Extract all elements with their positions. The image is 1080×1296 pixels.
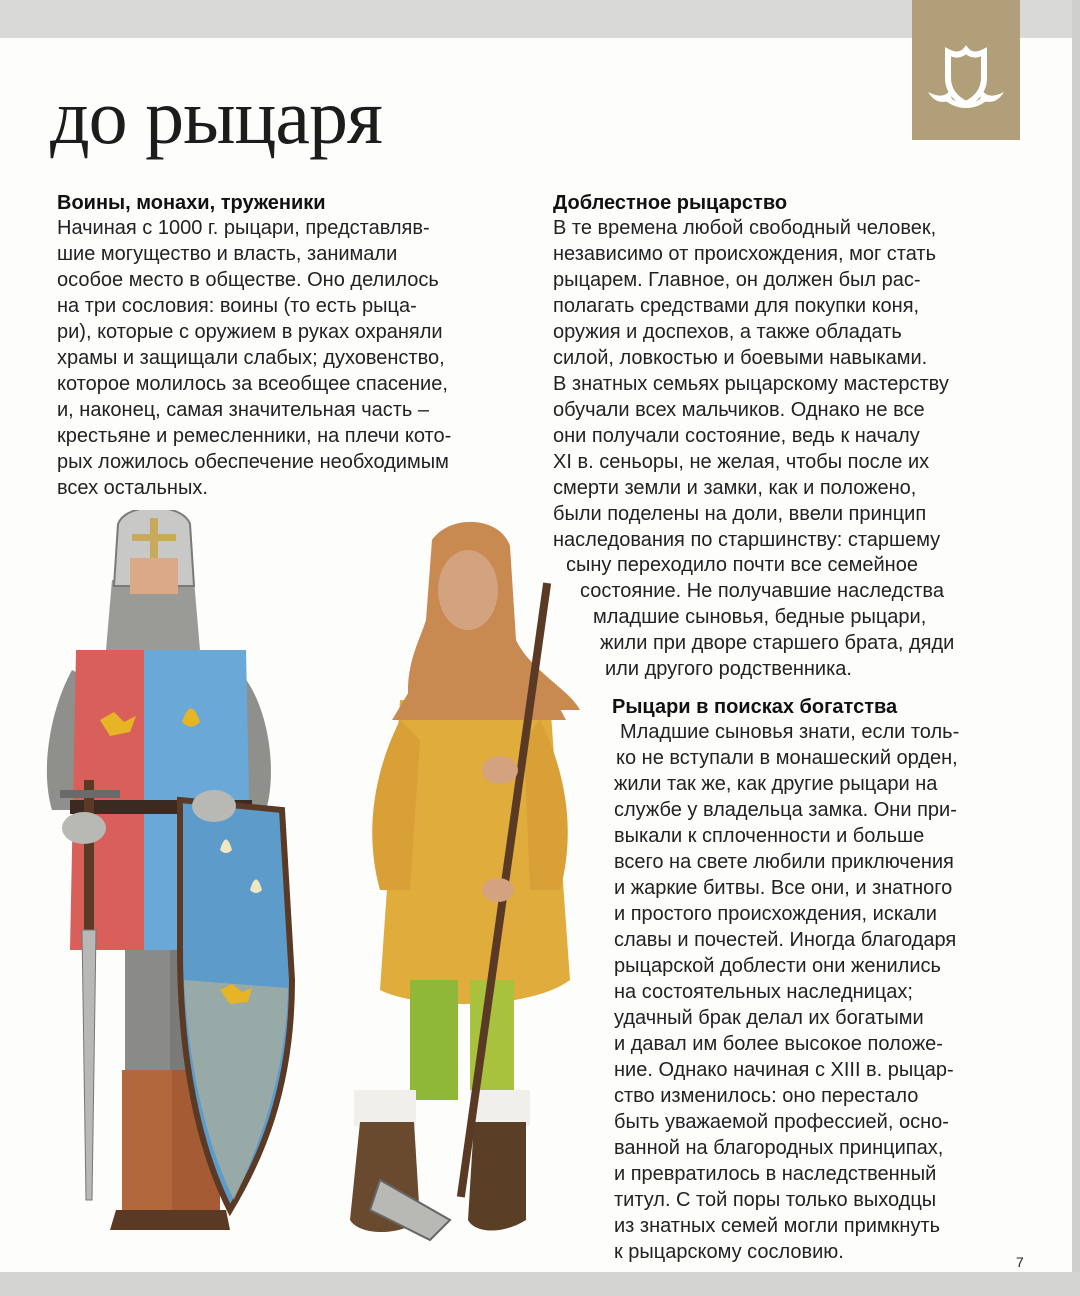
peasant-leg-left <box>410 980 458 1100</box>
valor-line: полагать средствами для покупки коня, <box>553 295 920 317</box>
warriors-line: рых ложилось обеспечение необходимым <box>57 451 449 473</box>
gauntlet-left <box>62 812 106 844</box>
wealth-line: к рыцарскому сословию. <box>614 1241 844 1263</box>
sword-blade <box>82 930 96 1200</box>
warriors-line: и, наконец, самая значительная часть – <box>57 399 430 421</box>
valor-line: В те времена любой свободный человек, <box>553 217 937 239</box>
warriors-line: шие могущество и власть, занимали <box>57 243 398 265</box>
shield-icon <box>912 0 1020 140</box>
peasant-hood <box>408 522 580 710</box>
knight-face <box>130 558 178 594</box>
wealth-line: и жаркие битвы. Все они, и знатного <box>614 877 953 899</box>
wealth-line: жили так же, как другие рыцари на <box>614 773 938 795</box>
warriors-line: ри), которые с оружием в руках охраняли <box>57 321 443 343</box>
warriors-line: всех остальных. <box>57 477 208 499</box>
warriors-line: крестьяне и ремесленники, на плечи кото- <box>57 425 452 447</box>
valor-line: независимо от происхождения, мог стать <box>553 243 936 265</box>
warriors-line: особое место в обществе. Оно делилось <box>57 269 439 291</box>
valor-line: смерти земли и замки, как и положено, <box>553 477 917 499</box>
peasant-boot-right <box>468 1122 526 1231</box>
wealth-line: выкали к сплоченности и больше <box>614 825 925 847</box>
valor-line: силой, ловкостью и боевыми навыками. <box>553 347 928 369</box>
wealth-line: Младшие сыновья знати, если толь- <box>620 721 960 743</box>
gauntlet-right <box>192 790 236 822</box>
page-number: 7 <box>1016 1254 1024 1270</box>
bottom-margin <box>0 1272 1080 1296</box>
valor-line: обучали всех мальчиков. Однако не все <box>553 399 925 421</box>
valor-line: В знатных семьях рыцарскому мастерству <box>553 373 949 395</box>
valor-line: были поделены на доли, ввели принцип <box>553 503 927 525</box>
wealth-line: ко не вступали в монашеский орден, <box>616 747 958 769</box>
warriors-line: которое молилось за всеобщее спасение, <box>57 373 448 395</box>
peasant-face <box>438 550 498 630</box>
wealth-line: быть уважаемой профессией, осно- <box>614 1111 949 1133</box>
valor-line: XI в. сеньоры, не желая, чтобы после их <box>553 451 930 473</box>
warriors-line: на три сословия: воины (то есть рыца- <box>57 295 417 317</box>
section-heading-warriors: Воины, монахи, труженики <box>57 192 326 214</box>
page-edge <box>1072 0 1080 1296</box>
wealth-line: на состоятельных наследницах; <box>614 981 913 1003</box>
valor-line: наследования по старшинству: старшему <box>553 529 941 551</box>
warriors-line: Начиная с 1000 г. рыцари, представляв- <box>57 217 430 239</box>
valor-line: сыну переходило почти все семейное <box>566 554 918 576</box>
valor-line: оружия и доспехов, а также обладать <box>553 321 902 343</box>
valor-line: или другого родственника. <box>605 658 852 680</box>
wealth-line: рыцарской доблести они женились <box>614 955 941 977</box>
peasant-illustration <box>340 520 590 1250</box>
shield-badge <box>912 0 1020 140</box>
valor-line: жили при дворе старшего брата, дяди <box>600 632 955 654</box>
knight-boot-left <box>122 1070 174 1220</box>
wealth-line: славы и почестей. Иногда благодаря <box>614 929 957 951</box>
wealth-line: титул. С той поры только выходцы <box>614 1189 937 1211</box>
valor-line: младшие сыновья, бедные рыцари, <box>593 606 927 628</box>
page-title: до рыцаря <box>50 73 382 160</box>
wealth-line: ние. Однако начиная с XIII в. рыцар- <box>614 1059 954 1081</box>
warriors-line: храмы и защищали слабых; духовенство, <box>57 347 445 369</box>
wealth-line: удачный брак делал их богатыми <box>614 1007 924 1029</box>
wealth-line: ство изменилось: оно перестало <box>614 1085 919 1107</box>
sword-grip <box>84 780 94 930</box>
wealth-line: и превратилось в наследственный <box>614 1163 937 1185</box>
valor-line: состояние. Не получавшие наследства <box>580 580 944 602</box>
wealth-line: и давал им более высокое положе- <box>614 1033 943 1055</box>
valor-line: рыцарем. Главное, он должен был рас- <box>553 269 921 291</box>
knight-illustration <box>30 510 320 1240</box>
wealth-line: ванной на благородных принципах, <box>614 1137 944 1159</box>
wealth-line: всего на свете любили приключения <box>614 851 954 873</box>
wealth-line: и простого происхождения, искали <box>614 903 937 925</box>
section-heading-valor: Доблестное рыцарство <box>553 192 788 214</box>
valor-line: они получали состояние, ведь к началу <box>553 425 920 447</box>
section-heading-wealth: Рыцари в поисках богатства <box>612 696 898 718</box>
peasant-arm-right <box>524 720 568 890</box>
wealth-line: службе у владельца замка. Они при- <box>614 799 957 821</box>
wealth-line: из знатных семей могли примкнуть <box>614 1215 941 1237</box>
